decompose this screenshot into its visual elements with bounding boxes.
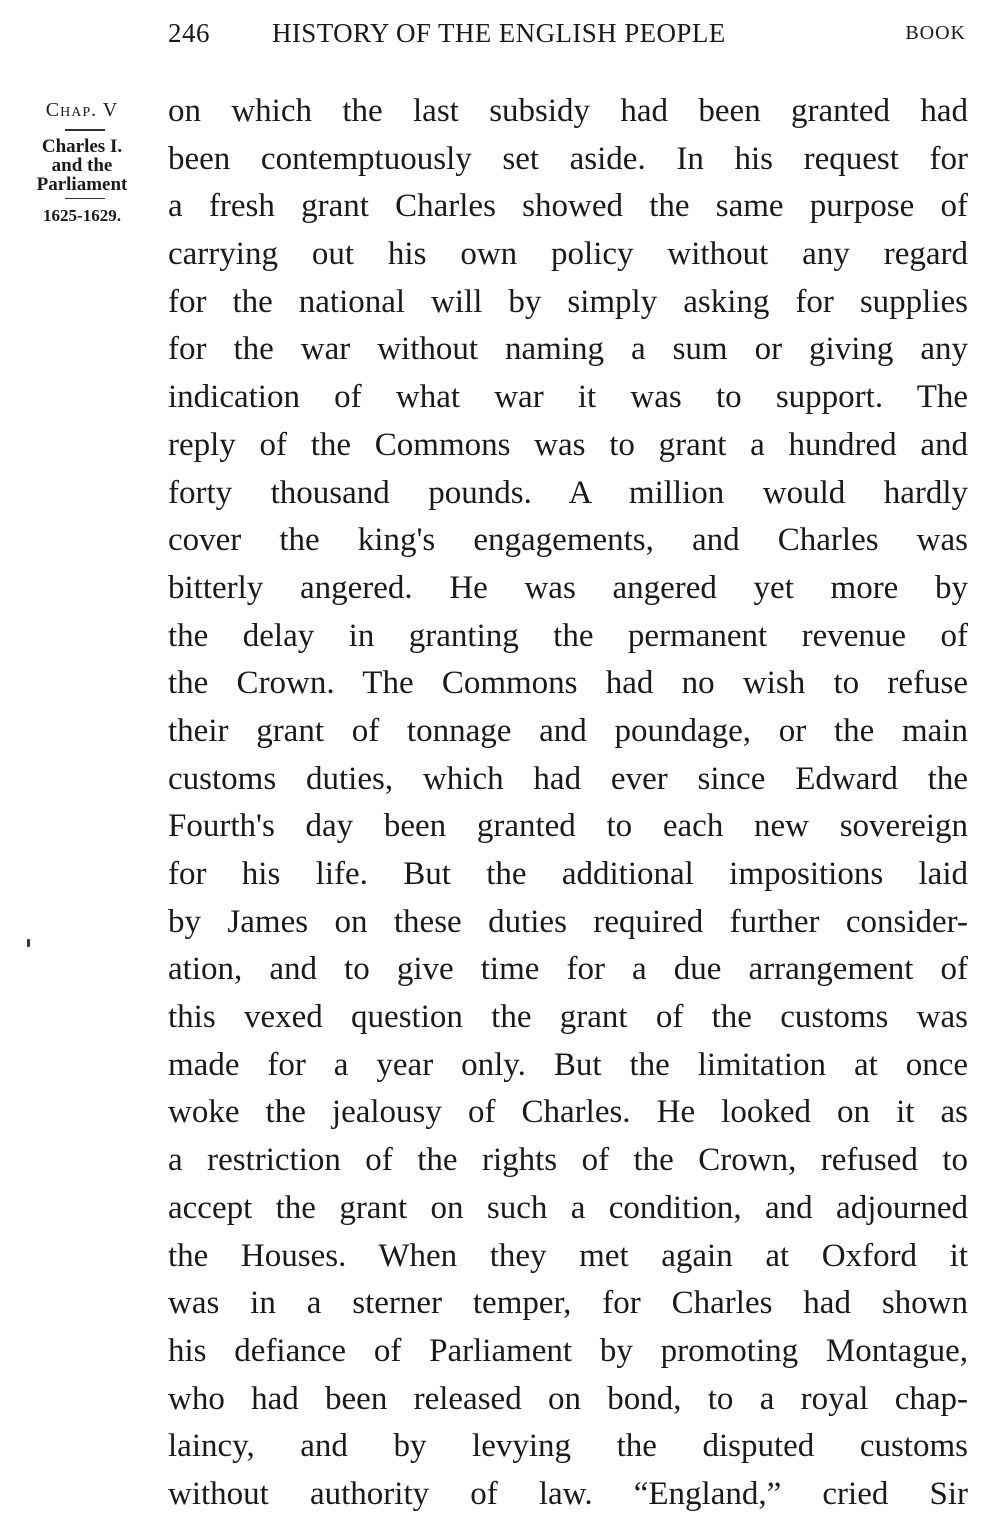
text-line: cover the king's engagements, and Charles was bbox=[168, 522, 968, 559]
page-number: 246 bbox=[168, 18, 210, 48]
text-line: woke the jealousy of Charles. He looked on it as bbox=[168, 1094, 968, 1131]
text-line: his defiance of Parliament by promoting Montague, bbox=[168, 1332, 968, 1369]
date-range: 1625-1629. bbox=[43, 206, 121, 225]
text-line: this vexed question the grant of the customs was bbox=[168, 999, 968, 1036]
text-line: by James on these duties required further consider- bbox=[168, 903, 968, 940]
text-line: their grant of tonnage and poundage, or the main bbox=[168, 712, 968, 749]
text-line: the Houses. When they met again at Oxford it bbox=[168, 1237, 968, 1274]
chapter-label: Chap. V bbox=[45, 99, 119, 121]
text-line: for his life. But the additional impositions laid bbox=[168, 856, 968, 892]
text-line: a restriction of the rights of the Crown, refused to bbox=[168, 1142, 968, 1179]
margin-divider bbox=[65, 198, 105, 200]
text-line: made for a year only. But the limitation at once bbox=[168, 1046, 968, 1083]
text-line: for the war without naming a sum or giving any bbox=[168, 331, 968, 368]
text-line: was in a sterner temper, for Charles had shown bbox=[168, 1285, 968, 1322]
body-text bbox=[168, 88, 968, 1519]
text-line: the delay in granting the permanent revenue of bbox=[168, 617, 968, 654]
text-line: a fresh grant Charles showed the same purpose of bbox=[168, 188, 968, 225]
margin-note bbox=[0, 95, 158, 227]
text-line: without authority of law. “England,” cried Sir bbox=[168, 1475, 968, 1512]
text-line: for the national will by simply asking for supplies bbox=[168, 283, 968, 320]
text-line: reply of the Commons was to grant a hundred and bbox=[168, 426, 968, 463]
running-head bbox=[168, 18, 968, 54]
text-line: on which the last subsidy had been granted had bbox=[168, 93, 968, 129]
topic-line-1: Charles I. bbox=[41, 135, 123, 157]
text-line: carrying out his own policy without any regard bbox=[168, 236, 968, 273]
text-line: forty thousand pounds. A million would hardly bbox=[168, 474, 968, 511]
text-line: indication of what war it was to support. The bbox=[168, 379, 968, 416]
text-line: accept the grant on such a condition, and adjourned bbox=[168, 1189, 968, 1226]
text-line: who had been released on bond, to a royal chap- bbox=[168, 1380, 968, 1417]
book-title: HISTORY OF THE ENGLISH PEOPLE bbox=[272, 18, 726, 48]
text-line: ation, and to give time for a due arrangement of bbox=[168, 951, 968, 988]
topic-line-3: Parliament bbox=[36, 173, 128, 195]
text-line: Fourth's day been granted to each new sovereign bbox=[168, 808, 968, 845]
text-line: customs duties, which had ever since Edward the bbox=[168, 760, 968, 797]
text-line: bitterly angered. He was angered yet more by bbox=[168, 569, 968, 606]
topic-line-2: and the bbox=[51, 154, 113, 176]
text-line: the Crown. The Commons had no wish to refuse bbox=[168, 665, 968, 702]
text-line: been contemptuously set aside. In his request for bbox=[168, 140, 968, 177]
margin-divider bbox=[65, 129, 105, 131]
ink-speck bbox=[27, 939, 30, 947]
section-label: BOOK bbox=[905, 22, 966, 44]
text-line: laincy, and by levying the disputed customs bbox=[168, 1428, 968, 1465]
